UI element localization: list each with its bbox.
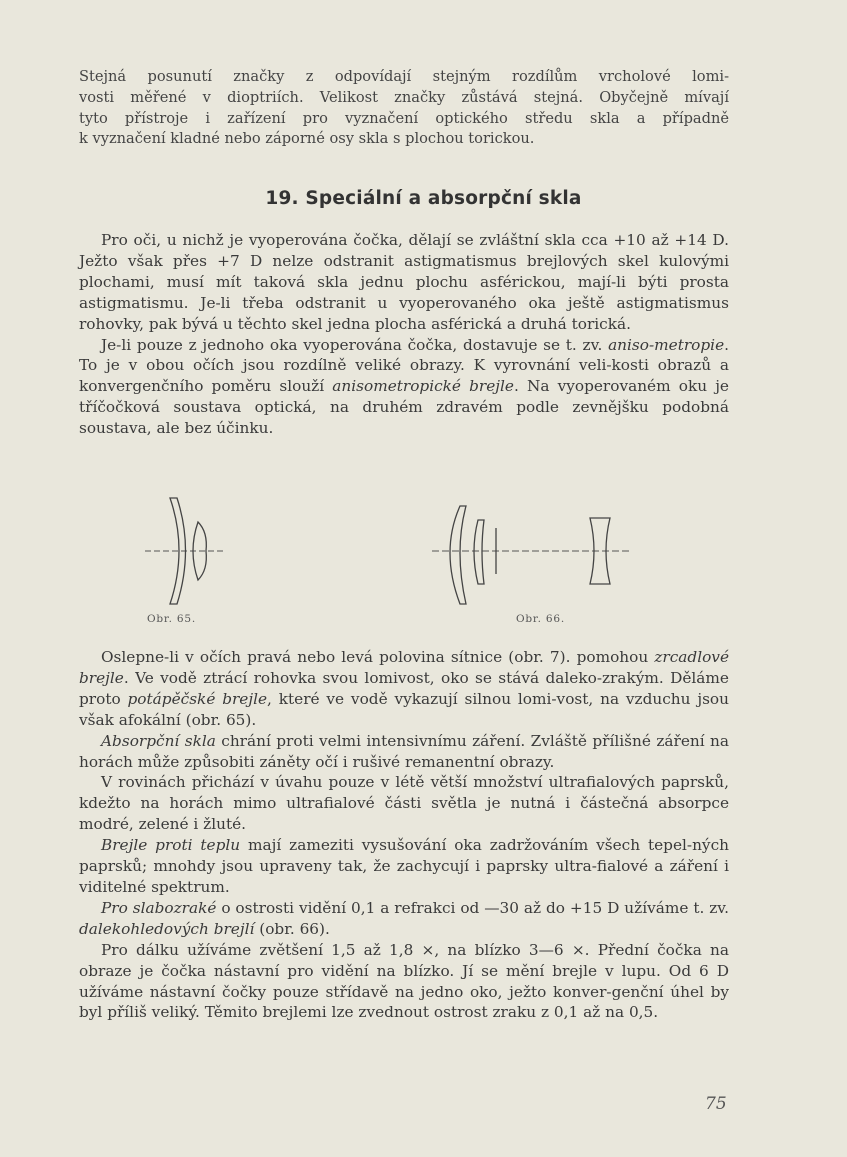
paragraph-aphakia: Pro oči, u nichž je vyoperována čočka, dělají se zvláštní skla cca +10 až +14 D. Ježto však přes +7 D nelze odstranit astigmatismus brejlových skel kulovými plochami, musí mít taková skla jednu plochu asférickou, mají-li býti prosta astigmatismu. Je-li třeba odstranit u vyoperovaného oka ještě astigmatismus rohovky, pak bývá u těchto skel jedna plocha asférická a druhá torická. [79,231,729,333]
figure-65-caption: Obr. 65. [147,613,196,625]
text-block-lower [79,647,729,1023]
paragraph-magnification: Pro dálku užíváme zvětšení 1,5 až 1,8 ×, na blízko 3—6 ×. Přední čočka na obraze je čočka nástavní pro vidění na blízko. Jí se mění brejle v lupu. Od 6 D užíváme nástavní čočky pouze střídavě na jedno oko, ježto konver-genční úhel by byl příliš veliký. Těmito brejlemi lze zvednout ostrost zraku z 0,1 až na 0,5. [79,940,729,1022]
text-block-upper [79,230,729,439]
figure-66-caption: Obr. 66. [516,613,565,625]
text-run: . Na vyoperovaném oku je tříčočková soustava optická, na druhém zdravém podle zevnějšku podobná soustava, ale bez účinku. [79,377,729,438]
paragraph-low-vision [79,898,729,940]
paragraph-absorption [79,731,729,773]
section-heading: 19. Speciální a absorpční skla [265,188,582,209]
italic-term: Absorpční skla [101,731,216,750]
text-run: (obr. 66). [254,919,330,938]
italic-term: aniso-metropie [608,335,725,354]
text-run: Oslepne-li v očích pravá nebo levá polovina sítnice (obr. 7). pomohou [101,648,655,666]
page-number: 75 [705,1094,727,1114]
text-run: o ostrosti vidění 0,1 a refrakci od —30 až do +15 D užíváme t. zv. [216,898,729,917]
paragraph-heat-glasses [79,835,729,898]
italic-term: Pro slabozraké [101,898,217,917]
text-run: Je-li pouze z jednoho oka vyoperována čočka, dostavuje se t. zv. [101,335,609,354]
italic-term: Brejle proti teplu [101,836,241,855]
italic-term: anisometropické brejle [332,377,514,396]
text-run: . Ve vodě ztrácí rohovka svou lomivost, oko se stává daleko-zrakým. Děláme proto [79,668,729,708]
intro-paragraph [79,67,729,150]
text-run: , které ve vodě vykazují silnou lomi-vost, na vzduchu jsou však afokální (obr. 65). [79,689,729,729]
paragraph-mirror-glasses [79,647,729,731]
figure-66-telescope-diagram [430,498,635,610]
italic-term: dalekohledových brejlí [79,919,255,938]
text-run: mají zameziti vysušování oka zadržováním všech tepel-ných paprsků; mnohdy jsou upraveny tak, že zachycují i paprsky ultra-fialové a záření i viditelné spektrum. [79,836,729,896]
text-run: . To je v obou očích jsou rozdílně veliké obrazy. K vyrovnání veli-kosti obrazů a konvergenčního poměru slouží [79,335,729,396]
figure-65-lens-diagram [140,490,230,610]
intro-line: tyto přístroje i zařízení pro vyznačení optického středu skla a případně [79,109,729,127]
intro-line: k vyznačení kladné nebo záporné osy skla s plochou torickou. [79,130,535,148]
italic-term: potápěčské brejle [127,689,268,708]
intro-line: vosti měřené v dioptriích. Velikost značky zůstává stejná. Obyčejně mívají [79,88,729,106]
paragraph-anisometropia [79,335,729,440]
paragraph-ultraviolet: V rovinách přichází v úvahu pouze v létě větší množství ultrafialových paprsků, kdežto na horách mimo ultrafialové části světla je nutná i částečná absorpce modré, zelené i žluté. [79,773,729,834]
text-run: chrání proti velmi intensivnímu záření. Zvláště přílišné záření na horách může způsobiti záněty očí i rušivé remanentní obrazy. [79,731,729,771]
intro-line: Stejná posunutí značky z odpovídají stejným rozdílům vrcholové lomi- [79,68,729,85]
italic-term: zrcadlové brejle [79,648,729,687]
